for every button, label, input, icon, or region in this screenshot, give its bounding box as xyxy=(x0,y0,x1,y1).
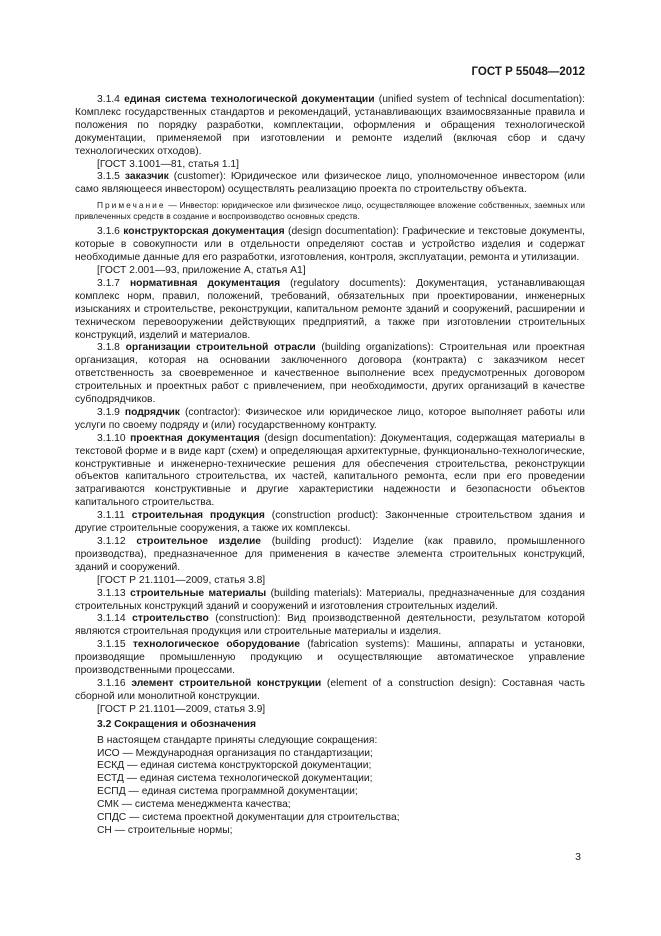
document-body xyxy=(75,94,585,838)
term: единая система технологической документации xyxy=(124,94,375,105)
section-heading: 3.2 Сокращения и обозначения xyxy=(97,718,256,730)
term: организации строительной отрасли xyxy=(125,342,316,354)
term: строительное изделие xyxy=(136,536,261,547)
term: строительство xyxy=(132,613,209,625)
standard-code-header: ГОСТ Р 55048—2012 xyxy=(471,66,585,78)
entry-3-1-10: 3.1.10 проектная документация (design documentation): Документация, содержащая материалы в текстовой форме и в виде карт (схем) и определяющая архитектурные, функционально-технологические, конструктивные и инженерно-технические решения для обеспечения строительства, реконструкции объектов капитального строительства, их частей, капитального ремонта, если при его проведении затрагиваются конструктивные и другие характеристики надежности и безопасности объектов капитального строительства. xyxy=(75,432,585,509)
term: элемент строительной конструкции xyxy=(131,677,322,689)
abbreviation-item: СМК — система менеджмента качества; xyxy=(97,799,291,811)
term: технологическое оборудование xyxy=(132,639,300,651)
abbreviation-item: ЕСПД — единая система программной документации; xyxy=(97,786,358,798)
abbreviation-item: ЕСТД — единая система технологической документации; xyxy=(97,773,373,785)
entry-3-1-4: 3.1.4 единая система технологической документации (unified system of technical documentation): Комплекс государственных стандартов и рекомендаций, устанавливающих взаимосвязанные правила и положения по порядку разработки, комплектации, оформления и обращения технологической документации, применяемой при изготовлении и ремонте изделий (включая сбор и сдачу технологических отходов). xyxy=(75,94,585,157)
reference: [ГОСТ Р 21.1101—2009, статья 3.9] xyxy=(97,703,266,715)
abbreviation-item: СН — строительные нормы; xyxy=(97,824,233,836)
reference: [ГОСТ 2.001—93, приложение А, статья А1] xyxy=(97,264,306,276)
entry-3-1-5: 3.1.5 заказчик (customer): Юридическое или физическое лицо, уполномоченное инвестором (или само являющееся инвестором) осуществлять реализацию проекта по строительству объекта. xyxy=(75,171,585,196)
abbreviation-item: ИСО — Международная организация по стандартизации; xyxy=(97,747,373,759)
entry-3-1-15: 3.1.15 технологическое оборудование (fabrication systems): Машины, аппараты и установки, производящие промышленную продукцию и осуществляющие автоматическое управление производственными процессами. xyxy=(75,639,585,677)
entry-3-1-9: 3.1.9 подрядчик (contractor): Физическое или юридическое лицо, которое выполняет работы или услуги по своему подряду и (или) государственному контракту. xyxy=(75,406,585,431)
abbreviation-item: СПДС — система проектной документации для строительства; xyxy=(97,812,400,824)
term: проектная документация xyxy=(130,432,260,444)
entry-3-1-13: 3.1.13 строительные материалы (building materials): Материалы, предназначенные для создания строительных конструкций зданий и сооружений и изготовления строительных изделий. xyxy=(75,587,585,612)
entry-3-1-12: 3.1.12 строительное изделие (building product): Изделие (как правило, промышленного производства), предназначенное для применения в качестве элемента строительных конструкций, зданий и сооружений. xyxy=(75,536,585,573)
entry-3-1-14: 3.1.14 строительство (construction): Вид производственной деятельности, результатом которой являются строительная продукция или строительные материалы и изделия. xyxy=(75,613,585,638)
entry-3-1-6: 3.1.6 конструкторская документация (design documentation): Графические и текстовые документы, которые в совокупности или в отдельности определяют состав и устройство изделия и содержат необходимые данные для его разработки, изготовления, контроля, эксплуатации, ремонта и утилизации. xyxy=(75,226,585,264)
reference: [ГОСТ Р 21.1101—2009, статья 3.8] xyxy=(97,574,266,586)
term: строительная продукция xyxy=(131,510,265,522)
entry-3-1-16: 3.1.16 элемент строительной конструкции (element of a construction design): Составная часть сборной или монолитной конструкции. xyxy=(75,677,585,702)
term: заказчик xyxy=(124,171,169,183)
note: Примечание — Инвестор: юридическое или физическое лицо, осуществляющее вложение собственных, заемных или привлеченных средств в создание и воспроизводство основных средств. xyxy=(75,200,585,222)
entry-3-1-11: 3.1.11 строительная продукция (construction product): Законченные строительством здания и другие строительные сооружения, а также их комплексы. xyxy=(75,510,585,535)
page-number: 3 xyxy=(575,851,581,863)
abbreviation-item: ЕСКД — единая система конструкторской документации; xyxy=(97,760,372,772)
reference: [ГОСТ 3.1001—81, статья 1.1] xyxy=(97,158,240,170)
term: строительные материалы xyxy=(130,587,267,599)
term: подрядчик xyxy=(124,406,180,418)
term: нормативная документация xyxy=(129,277,281,289)
entry-3-1-7: 3.1.7 нормативная документация (regulatory documents): Документация, устанавливающая комплекс норм, правил, положений, требований, обязательных при проектировании, инженерных изысканиях и строительстве, реконструкции, капитальном ремонте зданий и сооружений, расширении и техническом перевооружении действующих предприятий, а также при изготовлении строительных конструкций, изделий и материалов. xyxy=(75,277,585,341)
term: конструкторская документация xyxy=(123,226,285,238)
section-intro: В настоящем стандарте приняты следующие сокращения: xyxy=(97,734,378,746)
entry-3-1-8: 3.1.8 организации строительной отрасли (building organizations): Строительная или проектная организация, которая на основании заключенного договора (контракта) с заказчиком несет ответственность за своевременное и качественное выполнение всех предусмотренных договором строительных и проектных работ с привлечением, при необходимости, других организаций в качестве субподрядчиков. xyxy=(75,342,585,406)
